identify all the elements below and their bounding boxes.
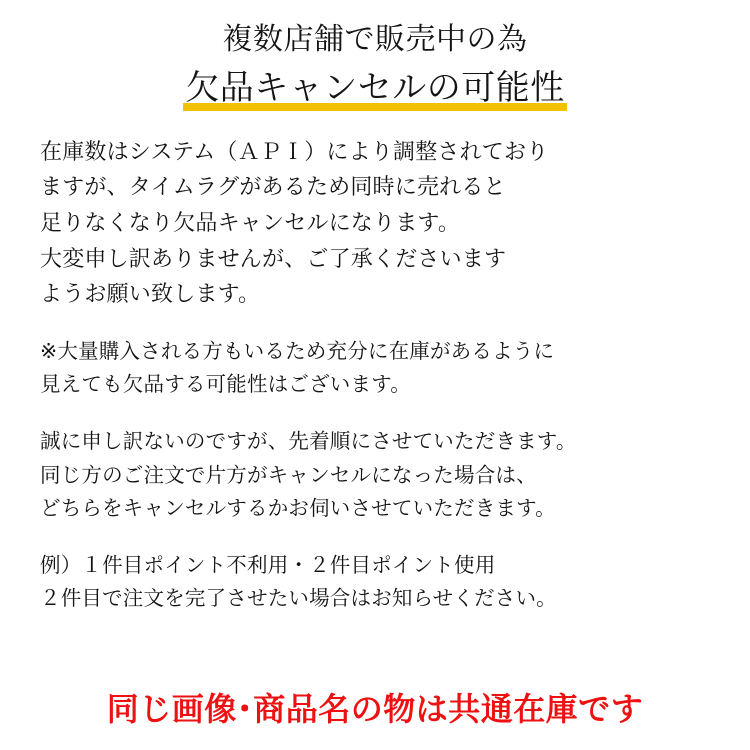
- text-line: 大変申し訳ありませんが、ご了承くださいます: [40, 246, 507, 272]
- text-line: どちらをキャンセルするかお伺いさせていただきます。: [40, 495, 556, 520]
- paragraph-first-come-notice: [40, 425, 710, 525]
- footer-shared-stock-text: 同じ画像･商品名の物は共通在庫です: [106, 690, 644, 728]
- paragraph-stock-api-notice: [40, 135, 710, 313]
- footer-banner: [0, 664, 750, 750]
- paragraph-example-notice: [40, 549, 710, 615]
- heading-line-2: 欠品キャンセルの可能性: [185, 67, 565, 108]
- text-line: ようお願い致します。: [40, 282, 261, 308]
- text-line: 在庫数はシステム（ＡＰＩ）により調整されており: [40, 139, 549, 165]
- text-line: 誠に申し訳ないのですが、先着順にさせていただきます。: [40, 429, 577, 454]
- text-line: ※大量購入される方もいるため充分に在庫があるように: [40, 338, 555, 363]
- text-line: 同じ方のご注文で片方がキャンセルになった場合は、: [40, 462, 537, 487]
- text-line: 見えても欠品する可能性はございます。: [40, 372, 411, 397]
- heading-line-2-wrapper: [185, 64, 565, 113]
- text-line: ますが、タイムラグがあるため同時に売れると: [40, 175, 506, 201]
- body-text-area: [0, 135, 750, 616]
- heading-block: [0, 0, 750, 113]
- paragraph-bulk-purchase-notice: [40, 335, 710, 401]
- heading-line-1: 複数店舗で販売中の為: [222, 22, 528, 57]
- text-line: 足りなくなり欠品キャンセルになります。: [40, 211, 461, 237]
- text-line: 例）１件目ポイント不利用・２件目ポイント使用: [40, 552, 496, 577]
- text-line: ２件目で注文を完了させたい場合はお知らせください。: [40, 586, 557, 611]
